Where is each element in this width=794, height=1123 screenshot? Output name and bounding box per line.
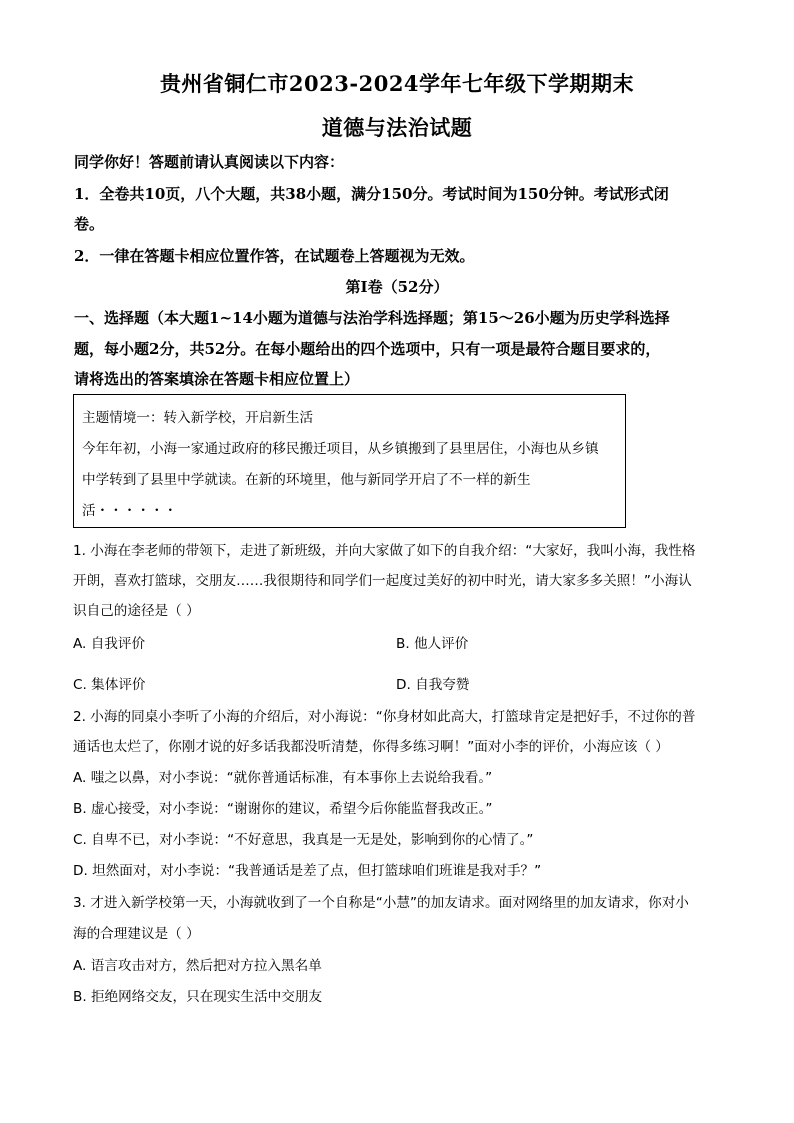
question-2-option-c[interactable]: C. 自卑不已，对小李说：“不好意思，我真是一无是处，影响到你的心情了。” xyxy=(73,832,534,848)
question-1-option-d[interactable]: D. 自我夸赞 xyxy=(396,677,470,693)
question-3-option-a[interactable]: A. 语言攻击对方，然后把对方拉入黑名单 xyxy=(73,958,322,974)
question-2-option-a[interactable]: A. 嗤之以鼻，对小李说：“就你普通话标准，有本事你上去说给我看。” xyxy=(73,770,493,786)
part-heading-line3: 请将选出的答案填涂在答题卡相应位置上） xyxy=(74,370,360,388)
scenario-text: 今年年初，小海一家通过政府的移民搬迁项目，从乡镇搬到了县里居住，小海也从乡镇 xyxy=(82,441,599,457)
instructions-greeting: 同学你好！答题前请认真阅读以下内容： xyxy=(74,153,345,171)
question-1-option-c[interactable]: C. 集体评价 xyxy=(73,677,146,693)
question-1-text: 识自己的途径是（ ） xyxy=(73,603,200,619)
question-2-option-d[interactable]: D. 坦然面对，对小李说：“我普通话是差了点，但打篮球咱们班谁是我对手？” xyxy=(73,863,542,879)
question-3-text: 3. 才进入新学校第一天，小海就收到了一个自称是“小慧”的加友请求。面对网络里的加友请求，你对小 xyxy=(73,895,689,911)
question-1-option-b[interactable]: B. 他人评价 xyxy=(396,636,469,652)
question-2-text: 2. 小海的同桌小李听了小海的介绍后，对小海说：“你身材如此高大，打篮球肯定是把好手，不过你的普 xyxy=(73,709,696,725)
question-1-text: 1. 小海在李老师的带领下，走进了新班级，并向大家做了如下的自我介绍：“大家好，我叫小海，我性格 xyxy=(73,543,696,559)
question-2-option-b[interactable]: B. 虚心接受，对小李说：“谢谢你的建议，希望今后你能监督我改正。” xyxy=(73,801,493,817)
question-1-text: 开朗，喜欢打篮球，交朋友……我很期待和同学们一起度过美好的初中时光，请大家多多关照！”小海认 xyxy=(73,573,692,589)
question-3-text: 海的合理建议是（ ） xyxy=(73,926,200,942)
exam-subtitle: 道德与法治试题 xyxy=(321,115,473,140)
part-heading-line2: 题，每小题2分，共52分。在每小题给出的四个选项中，只有一项是最符合题目要求的， xyxy=(74,340,661,358)
scenario-text: 活・・・・・・ xyxy=(82,503,178,519)
question-2-text: 通话也太烂了，你刚才说的好多话我都没听清楚，你得多练习啊！”面对小李的评价，小海应该（ ） xyxy=(73,739,669,755)
instruction-item-2: 2．一律在答题卡相应位置作答，在试题卷上答题视为无效。 xyxy=(74,247,475,265)
scenario-box xyxy=(73,394,626,528)
exam-title: 贵州省铜仁市2023-2024学年七年级下学期期末 xyxy=(159,71,635,96)
scenario-title: 主题情境一：转入新学校，开启新生活 xyxy=(82,410,314,426)
question-1-option-a[interactable]: A. 自我评价 xyxy=(73,636,146,652)
instruction-item-1-cont: 卷。 xyxy=(74,215,105,233)
instruction-item-1: 1．全卷共10页，八个大题，共38小题，满分150分。考试时间为150分钟。考试形式闭 xyxy=(74,185,669,203)
volume-heading: 第Ⅰ卷（52分） xyxy=(345,278,449,296)
part-heading: 一、选择题（本大题1~14小题为道德与法治学科选择题；第15～26小题为历史学科选择 xyxy=(74,309,670,327)
scenario-text: 中学转到了县里中学就读。在新的环境里，他与新同学开启了不一样的新生 xyxy=(82,472,531,488)
question-3-option-b[interactable]: B. 拒绝网络交友，只在现实生活中交朋友 xyxy=(73,989,323,1005)
